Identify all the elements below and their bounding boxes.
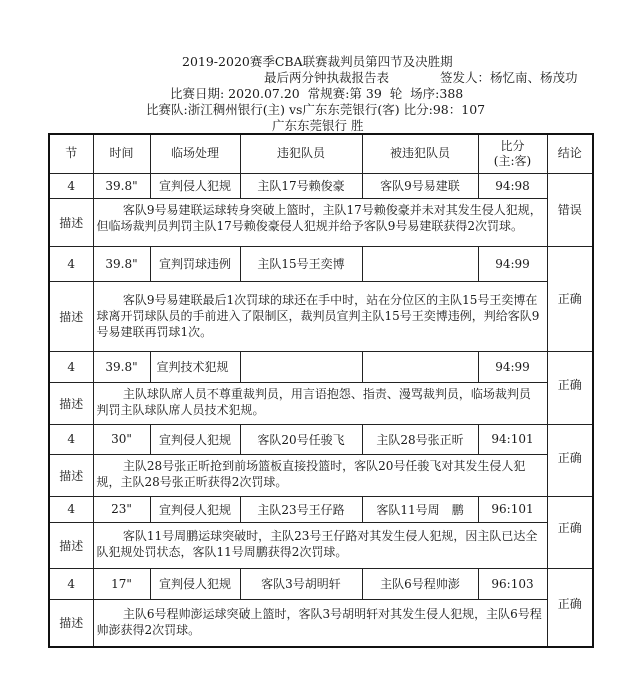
call: 宣判侵人犯规 <box>150 568 240 599</box>
score: 94:98 <box>478 173 547 198</box>
description: 主队球队席人员不尊重裁判员，用言语抱怨、指责、漫骂裁判员，临场裁判员判罚主队球队席人员技术犯规。 <box>93 382 547 424</box>
call: 宣判罚球违例 <box>150 246 240 281</box>
call: 宣判侵人犯规 <box>150 173 240 198</box>
period: 4 <box>49 351 93 382</box>
desc-label: 描述 <box>49 599 93 647</box>
offender: 主队15号王奕博 <box>240 246 362 281</box>
desc-label: 描述 <box>49 382 93 424</box>
description: 客队9号易建联运球转身突破上篮时，主队17号赖俊豪并未对其发生侵人犯规，但临场裁判员判罚主队17号赖俊豪侵人犯规并给予客队9号易建联获得2次罚球。 <box>93 198 547 246</box>
offender: 主队17号赖俊豪 <box>240 173 362 198</box>
report-title-line1: 2019-2020赛季CBA联赛裁判员第四节及决胜期 <box>182 54 453 69</box>
col-period: 节 <box>49 134 93 173</box>
table-row <box>49 424 593 454</box>
offended: 客队11号周 鹏 <box>362 496 478 522</box>
description-row <box>49 599 593 647</box>
period: 4 <box>49 568 93 599</box>
period: 4 <box>49 246 93 281</box>
table-row <box>49 351 593 382</box>
col-score-line1: 比分 <box>500 138 525 153</box>
desc-label: 描述 <box>49 281 93 351</box>
col-call: 临场处理 <box>150 134 240 173</box>
time: 39.8" <box>93 173 150 198</box>
time: 23" <box>93 496 150 522</box>
col-offended: 被违犯队员 <box>362 134 478 173</box>
offended: 主队28号张正昕 <box>362 424 478 454</box>
score: 94:99 <box>478 351 547 382</box>
time: 39.8" <box>93 246 150 281</box>
report-title-line2: 最后两分钟执裁报告表 <box>264 70 390 85</box>
call: 宣判技术犯规 <box>150 351 240 382</box>
table-row <box>49 246 593 281</box>
desc-label: 描述 <box>49 454 93 496</box>
description-row <box>49 198 593 246</box>
score: 96:103 <box>478 568 547 599</box>
offended <box>362 351 478 382</box>
offender: 主队23号王仔路 <box>240 496 362 522</box>
table-row <box>49 173 593 198</box>
match-winner: 广东东莞银行 胜 <box>272 118 364 133</box>
score: 96:101 <box>478 496 547 522</box>
signers: 签发人：杨忆南、杨茂功 <box>440 70 578 85</box>
description-row <box>49 281 593 351</box>
conclusion: 正确 <box>547 351 593 424</box>
time: 30" <box>93 424 150 454</box>
description-row <box>49 382 593 424</box>
offender: 客队3号胡明轩 <box>240 568 362 599</box>
col-score-line2: (主:客) <box>493 153 532 168</box>
col-offender: 违犯队员 <box>240 134 362 173</box>
description: 客队11号周鹏运球突破时，主队23号王仔路对其发生侵人犯规，因主队已达全队犯规处罚状态，客队11号周鹏获得2次罚球。 <box>93 522 547 568</box>
period: 4 <box>49 424 93 454</box>
offender <box>240 351 362 382</box>
score: 94:101 <box>478 424 547 454</box>
table-row <box>49 496 593 522</box>
conclusion: 正确 <box>547 496 593 568</box>
conclusion: 正确 <box>547 568 593 647</box>
call: 宣判侵人犯规 <box>150 496 240 522</box>
col-score <box>478 134 547 173</box>
col-conclusion: 结论 <box>547 134 593 173</box>
time: 17" <box>93 568 150 599</box>
offended: 主队6号程帅澎 <box>362 568 478 599</box>
description: 主队28号张正昕抢到前场篮板直接投篮时，客队20号任骏飞对其发生侵人犯规，主队28号张正昕获得2次罚球。 <box>93 454 547 496</box>
table-header-row <box>49 134 593 173</box>
report-table <box>48 133 594 648</box>
description-row <box>49 522 593 568</box>
period: 4 <box>49 173 93 198</box>
description-row <box>49 454 593 496</box>
offended <box>362 246 478 281</box>
time: 39.8" <box>93 351 150 382</box>
call: 宣判侵人犯规 <box>150 424 240 454</box>
table-row <box>49 568 593 599</box>
period: 4 <box>49 496 93 522</box>
desc-label: 描述 <box>49 198 93 246</box>
description: 客队9号易建联最后1次罚球的球还在手中时，站在分位区的主队15号王奕博在球离开罚球队员的手前进入了限制区，裁判员宣判主队15号王奕博违例，判给客队9号易建联再罚球1次。 <box>93 281 547 351</box>
description: 主队6号程帅澎运球突破上篮时，客队3号胡明轩对其发生侵人犯规，主队6号程帅澎获得2次罚球。 <box>93 599 547 647</box>
desc-label: 描述 <box>49 522 93 568</box>
offender: 客队20号任骏飞 <box>240 424 362 454</box>
offended: 客队9号易建联 <box>362 173 478 198</box>
conclusion: 正确 <box>547 246 593 351</box>
match-date: 比赛日期: 2020.07.20 常规赛:第 39 轮 场序:388 <box>170 86 464 101</box>
score: 94:99 <box>478 246 547 281</box>
match-teams: 比赛队:浙江稠州银行(主) vs广东东莞银行(客) 比分:98：107 <box>146 102 486 117</box>
conclusion: 正确 <box>547 424 593 496</box>
col-time: 时间 <box>93 134 150 173</box>
conclusion: 错误 <box>547 173 593 246</box>
